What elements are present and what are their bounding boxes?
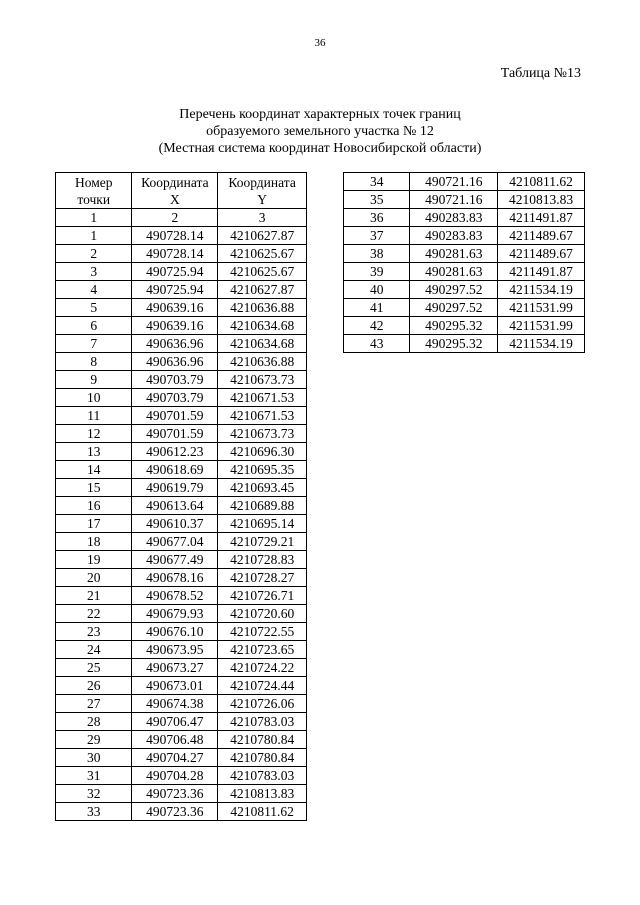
table-row	[344, 245, 585, 263]
table-row	[56, 299, 307, 317]
coordinate-y-cell: 4210726.06	[218, 695, 307, 713]
coordinate-x-cell: 490295.32	[410, 335, 498, 353]
coordinate-y-cell: 4210625.67	[218, 263, 307, 281]
coordinate-y-cell: 4210724.22	[218, 659, 307, 677]
header-y-line2: Y	[257, 191, 267, 207]
coordinate-y-cell: 4210627.87	[218, 281, 307, 299]
column-number-row	[56, 209, 307, 227]
point-number-cell: 3	[56, 263, 132, 281]
table-row	[56, 659, 307, 677]
point-number-cell: 18	[56, 533, 132, 551]
table-row	[56, 515, 307, 533]
coordinate-y-cell: 4210813.83	[218, 785, 307, 803]
page-number: 36	[314, 37, 326, 49]
coordinate-x-cell: 490295.32	[410, 317, 498, 335]
point-number-cell: 26	[56, 677, 132, 695]
point-number-cell: 7	[56, 335, 132, 353]
coordinate-x-cell: 490673.01	[132, 677, 218, 695]
coordinate-y-cell: 4210673.73	[218, 371, 307, 389]
coordinate-x-cell: 490678.16	[132, 569, 218, 587]
point-number-cell: 41	[344, 299, 410, 317]
table-row	[56, 785, 307, 803]
table-row	[56, 425, 307, 443]
point-number-cell: 25	[56, 659, 132, 677]
coordinate-y-cell: 4210634.68	[218, 335, 307, 353]
coordinate-x-cell: 490677.04	[132, 533, 218, 551]
coordinate-y-cell: 4211491.87	[498, 263, 585, 281]
table-row	[56, 335, 307, 353]
coordinate-y-cell: 4210728.83	[218, 551, 307, 569]
table-row	[56, 677, 307, 695]
point-number-cell: 19	[56, 551, 132, 569]
point-number-cell: 35	[344, 191, 410, 209]
coordinate-y-cell: 4211534.19	[498, 281, 585, 299]
coordinate-x-cell: 490703.79	[132, 371, 218, 389]
coordinate-y-cell: 4210780.84	[218, 731, 307, 749]
coordinate-x-cell: 490723.36	[132, 803, 218, 821]
table-row	[56, 749, 307, 767]
coordinate-x-cell: 490706.47	[132, 713, 218, 731]
table-row	[56, 731, 307, 749]
point-number-cell: 5	[56, 299, 132, 317]
table-row	[344, 227, 585, 245]
header-x-line1: Координата	[141, 174, 209, 190]
coordinate-x-cell: 490639.16	[132, 299, 218, 317]
point-number-cell: 38	[344, 245, 410, 263]
point-number-cell: 21	[56, 587, 132, 605]
point-number-cell: 2	[56, 245, 132, 263]
coordinate-y-cell: 4210723.65	[218, 641, 307, 659]
title-line-3: (Местная система координат Новосибирской области)	[158, 141, 482, 156]
coordinate-x-cell: 490728.14	[132, 227, 218, 245]
coordinate-x-cell: 490673.27	[132, 659, 218, 677]
coordinate-x-cell: 490706.48	[132, 731, 218, 749]
column-number-cell: 3	[218, 209, 307, 227]
point-number-cell: 16	[56, 497, 132, 515]
coordinate-x-cell: 490678.52	[132, 587, 218, 605]
table-row	[56, 443, 307, 461]
point-number-cell: 27	[56, 695, 132, 713]
table-row	[56, 641, 307, 659]
point-number-cell: 34	[344, 173, 410, 191]
point-number-cell: 29	[56, 731, 132, 749]
point-number-cell: 17	[56, 515, 132, 533]
coordinate-y-cell: 4211489.67	[498, 245, 585, 263]
table-row	[56, 587, 307, 605]
coordinate-x-cell: 490612.23	[132, 443, 218, 461]
table-row	[56, 389, 307, 407]
table-row	[56, 605, 307, 623]
coordinate-x-cell: 490281.63	[410, 263, 498, 281]
coordinate-y-cell: 4211534.19	[498, 335, 585, 353]
coordinate-x-cell: 490676.10	[132, 623, 218, 641]
point-number-cell: 6	[56, 317, 132, 335]
document-title	[0, 106, 640, 157]
table-row	[56, 281, 307, 299]
coordinate-x-cell: 490297.52	[410, 281, 498, 299]
table-row	[344, 281, 585, 299]
table-row	[344, 209, 585, 227]
coordinate-y-cell: 4210695.35	[218, 461, 307, 479]
coordinate-x-cell: 490679.93	[132, 605, 218, 623]
coordinate-y-cell: 4210722.55	[218, 623, 307, 641]
coordinate-x-cell: 490636.96	[132, 335, 218, 353]
coordinate-x-cell: 490723.36	[132, 785, 218, 803]
coordinate-x-cell: 490618.69	[132, 461, 218, 479]
coordinate-x-cell: 490639.16	[132, 317, 218, 335]
point-number-cell: 24	[56, 641, 132, 659]
title-line-1: Перечень координат характерных точек границ	[179, 107, 461, 122]
coordinate-y-cell: 4210724.44	[218, 677, 307, 695]
point-number-cell: 43	[344, 335, 410, 353]
coordinate-y-cell: 4210627.87	[218, 227, 307, 245]
point-number-cell: 20	[56, 569, 132, 587]
point-number-cell: 32	[56, 785, 132, 803]
coordinate-y-cell: 4210636.88	[218, 299, 307, 317]
table-row	[56, 461, 307, 479]
point-number-cell: 28	[56, 713, 132, 731]
column-number-cell: 1	[56, 209, 132, 227]
coordinate-x-cell: 490281.63	[410, 245, 498, 263]
point-number-cell: 12	[56, 425, 132, 443]
coordinate-x-cell: 490674.38	[132, 695, 218, 713]
point-number-cell: 4	[56, 281, 132, 299]
table-row	[56, 569, 307, 587]
table-row	[56, 371, 307, 389]
table-row	[56, 533, 307, 551]
point-number-cell: 39	[344, 263, 410, 281]
coordinates-table-left	[55, 172, 307, 821]
coordinate-x-cell: 490721.16	[410, 191, 498, 209]
table-row	[56, 623, 307, 641]
point-number-cell: 31	[56, 767, 132, 785]
point-number-cell: 13	[56, 443, 132, 461]
table-row	[56, 479, 307, 497]
right-table-body	[344, 173, 585, 353]
coordinate-y-cell: 4210728.27	[218, 569, 307, 587]
coordinate-x-cell: 490703.79	[132, 389, 218, 407]
coordinate-y-cell: 4210636.88	[218, 353, 307, 371]
table-label: Таблица №13	[500, 66, 581, 81]
coordinate-y-cell: 4211489.67	[498, 227, 585, 245]
coordinate-y-cell: 4210813.83	[498, 191, 585, 209]
coordinate-y-cell: 4210625.67	[218, 245, 307, 263]
title-line-2: образуемого земельного участка № 12	[206, 124, 434, 139]
point-number-cell: 22	[56, 605, 132, 623]
header-point-line2: точки	[77, 191, 111, 207]
header-coordinate-x	[132, 173, 218, 209]
table-row	[56, 713, 307, 731]
header-x-line2: X	[169, 191, 180, 207]
coordinate-x-cell: 490610.37	[132, 515, 218, 533]
coordinate-x-cell: 490677.49	[132, 551, 218, 569]
point-number-cell: 30	[56, 749, 132, 767]
point-number-cell: 42	[344, 317, 410, 335]
table-row	[344, 335, 585, 353]
coordinate-x-cell: 490725.94	[132, 263, 218, 281]
coordinate-x-cell: 490701.59	[132, 425, 218, 443]
coordinate-y-cell: 4210720.60	[218, 605, 307, 623]
coordinate-y-cell: 4210689.88	[218, 497, 307, 515]
coordinate-x-cell: 490704.27	[132, 749, 218, 767]
table-row	[56, 263, 307, 281]
coordinate-x-cell: 490636.96	[132, 353, 218, 371]
table-row	[56, 695, 307, 713]
point-number-cell: 1	[56, 227, 132, 245]
point-number-cell: 10	[56, 389, 132, 407]
table-row	[56, 803, 307, 821]
coordinate-x-cell: 490721.16	[410, 173, 498, 191]
column-number-cell: 2	[132, 209, 218, 227]
coordinate-y-cell: 4210783.03	[218, 767, 307, 785]
coordinates-table-right	[343, 172, 585, 353]
coordinate-y-cell: 4210671.53	[218, 389, 307, 407]
table-row	[56, 317, 307, 335]
coordinate-x-cell: 490728.14	[132, 245, 218, 263]
table-row	[56, 551, 307, 569]
point-number-cell: 15	[56, 479, 132, 497]
coordinate-x-cell: 490725.94	[132, 281, 218, 299]
point-number-cell: 40	[344, 281, 410, 299]
coordinate-x-cell: 490704.28	[132, 767, 218, 785]
table-row	[56, 353, 307, 371]
point-number-cell: 14	[56, 461, 132, 479]
point-number-cell: 23	[56, 623, 132, 641]
coordinate-y-cell: 4210783.03	[218, 713, 307, 731]
coordinate-y-cell: 4211531.99	[498, 317, 585, 335]
table-row	[344, 191, 585, 209]
header-point-line1: Номер	[74, 174, 113, 190]
coordinate-y-cell: 4211491.87	[498, 209, 585, 227]
table-row	[344, 173, 585, 191]
point-number-cell: 8	[56, 353, 132, 371]
table-row	[56, 497, 307, 515]
coordinate-y-cell: 4210693.45	[218, 479, 307, 497]
header-point-number	[56, 173, 132, 209]
header-coordinate-y	[218, 173, 307, 209]
table-row	[56, 407, 307, 425]
header-y-line1: Координата	[228, 174, 296, 190]
coordinate-y-cell: 4210811.62	[498, 173, 585, 191]
coordinate-x-cell: 490297.52	[410, 299, 498, 317]
table-row	[344, 299, 585, 317]
coordinate-y-cell: 4210726.71	[218, 587, 307, 605]
coordinate-y-cell: 4210673.73	[218, 425, 307, 443]
coordinate-x-cell: 490701.59	[132, 407, 218, 425]
coordinate-y-cell: 4210780.84	[218, 749, 307, 767]
coordinate-x-cell: 490673.95	[132, 641, 218, 659]
point-number-cell: 9	[56, 371, 132, 389]
point-number-cell: 37	[344, 227, 410, 245]
point-number-cell: 33	[56, 803, 132, 821]
coordinate-y-cell: 4210729.21	[218, 533, 307, 551]
coordinate-y-cell: 4210634.68	[218, 317, 307, 335]
coordinate-y-cell: 4210696.30	[218, 443, 307, 461]
coordinate-x-cell: 490619.79	[132, 479, 218, 497]
table-row	[56, 245, 307, 263]
header-row	[56, 173, 307, 209]
coordinate-x-cell: 490613.64	[132, 497, 218, 515]
table-row	[344, 317, 585, 335]
point-number-cell: 36	[344, 209, 410, 227]
table-row	[56, 227, 307, 245]
coordinate-y-cell: 4210695.14	[218, 515, 307, 533]
coordinate-x-cell: 490283.83	[410, 227, 498, 245]
coordinate-x-cell: 490283.83	[410, 209, 498, 227]
left-table-body	[56, 227, 307, 821]
coordinate-y-cell: 4211531.99	[498, 299, 585, 317]
point-number-cell: 11	[56, 407, 132, 425]
coordinate-y-cell: 4210671.53	[218, 407, 307, 425]
coordinate-y-cell: 4210811.62	[218, 803, 307, 821]
table-row	[344, 263, 585, 281]
table-row	[56, 767, 307, 785]
